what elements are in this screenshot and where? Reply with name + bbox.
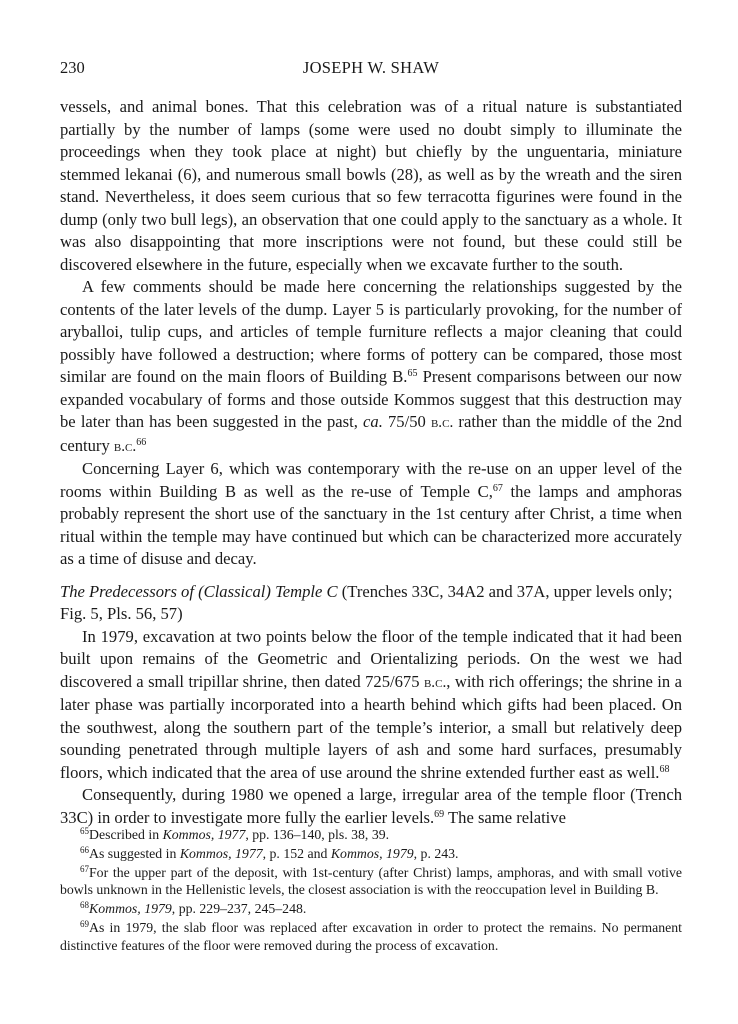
footnote-citation: Kommos, 1977 <box>162 827 246 842</box>
footnote-number: 65 <box>80 826 89 836</box>
paragraph-2-text-b: Present comparisons between our now expanded vocabulary of forms and those outside Kommos suggest that this destruction may be later than has been suggested in the past, <box>60 367 682 431</box>
section-heading-detail: (Trenches 33C, 34A2 and 37A, upper levels only; Fig. 5, Pls. 56, 57) <box>60 581 673 623</box>
author-name: JOSEPH W. SHAW <box>302 58 440 77</box>
footnote-number: 67 <box>80 863 89 874</box>
footnote-68 <box>60 900 682 918</box>
section-heading-title: The Predecessors of (Classical) Temple C <box>60 581 338 601</box>
circa-abbrev: ca. <box>363 412 383 431</box>
footnotes <box>60 826 682 955</box>
footnote-66 <box>60 845 682 863</box>
footnote-citation: Kommos, 1977 <box>179 845 263 861</box>
footnote-69 <box>60 919 682 955</box>
footnote-text: As in 1979, the slab floor was replaced after excavation in order to protect the remains. No permanent distinctive features of the floor were removed during the process of excavation. <box>60 919 682 953</box>
page-number: 230 <box>60 58 85 77</box>
footnote-ref-65[interactable]: 65 <box>407 368 418 379</box>
bc-abbrev: b.c. <box>423 673 447 691</box>
paragraph-2-text-c: 75/50 <box>382 412 431 431</box>
paragraph-4 <box>60 626 682 785</box>
footnote-ref-68[interactable]: 68 <box>659 763 670 775</box>
footnote-citation: Kommos, 1979 <box>330 845 414 861</box>
main-text <box>60 96 682 829</box>
bc-abbrev: b.c. <box>113 437 137 455</box>
footnote-ref-69[interactable]: 69 <box>434 808 445 820</box>
bc-abbrev: b.c. <box>430 414 454 431</box>
footnote-citation: Kommos, 1979 <box>89 901 172 917</box>
footnote-text: , p. 152 and <box>262 845 331 861</box>
paragraph-4-text-a: In 1979, excavation at two points below the floor of the temple indicated that it had been built upon remains of the Geometric and Orientalizing periods. On the west we had discovered a small tripillar shrine, then dated 725/675 <box>60 626 682 691</box>
footnote-number: 68 <box>80 900 89 911</box>
paragraph-1-text: vessels, and animal bones. That this celebration was of a ritual nature is substantiated partially by the number of lamps (some were used no doubt simply to illuminate the proceedings when they took place at night) but chiefly by the unguentaria, miniature stemmed lekanai (6), and numerous small bowls (28), as well as by the wreath and the siren stand. Nevertheless, it does seem curious that so few terracotta figurines were found in the dump (only two bull legs), an observation that one could apply to the sanctuary as a whole. It was also disappointing that more inscriptions were not found, but these could still be discovered elsewhere in the future, especially when we excavate further to the south. <box>60 97 682 274</box>
footnote-text: As suggested in <box>89 845 180 861</box>
paragraph-3 <box>60 458 682 571</box>
footnote-67 <box>60 864 682 900</box>
paragraph-1 <box>60 96 682 276</box>
paragraph-2 <box>60 276 682 458</box>
paragraph-5-text-a: Consequently, during 1980 we opened a large, irregular area of the temple floor (Trench 33C) in order to investigate more fully the earlier levels. <box>60 785 682 827</box>
footnote-number: 69 <box>80 918 89 929</box>
paragraph-2-text-d: rather than the middle of the 2nd century <box>60 412 682 455</box>
section-heading <box>60 581 682 626</box>
footnote-text: For the upper part of the deposit, with 1st-century (after Christ) lamps, amphoras, and with small votive bowls unknown in the Hellenistic levels, the closest association is with the reoccupation level in Building B. <box>60 864 682 898</box>
paragraph-5 <box>60 784 682 829</box>
footnote-text: , pp. 136–140, pls. 38, 39. <box>245 827 390 842</box>
footnote-ref-67[interactable]: 67 <box>492 482 503 494</box>
footnote-text: Described in <box>89 827 163 842</box>
paragraph-3-text-b: the lamps and amphoras probably represent the short use of the sanctuary in the 1st century after Christ, a time when ritual within the temple may have continued but which can be characterized more accurately as a time of disuse and decay. <box>60 481 682 568</box>
running-header <box>60 58 682 82</box>
footnote-65 <box>60 826 682 844</box>
footnote-text: , pp. 229–237, 245–248. <box>171 901 307 917</box>
footnote-number: 66 <box>80 844 89 855</box>
footnote-ref-66[interactable]: 66 <box>136 436 147 448</box>
paragraph-5-text-b: The same relative <box>444 807 566 827</box>
paragraph-3-text-a: Concerning Layer 6, which was contemporary with the re-use on an upper level of the rooms within Building B as well as the re-use of Temple C, <box>60 459 682 501</box>
footnote-text: , p. 243. <box>413 845 459 861</box>
paragraph-2-text-a: A few comments should be made here concerning the relationships suggested by the contents of the later levels of the dump. Layer 5 is particularly provoking, for the number of aryballoi, tulip cups, and articles of temple furniture reflects a major cleaning that could possibly have followed a destruction; where forms of pottery can be compared, those most similar are found on the main floors of Building B. <box>60 277 682 386</box>
paragraph-4-text-b: , with rich offerings; the shrine in a later phase was partially incorporated into a hearth behind which gifts had been placed. On the southwest, along the southern part of the temple’s interior, a small but relatively deep sounding penetrated through multiple layers of ash and some hard surfaces, presumably floors, which indicated that the area of use around the shrine extended further east as well. <box>60 671 682 782</box>
